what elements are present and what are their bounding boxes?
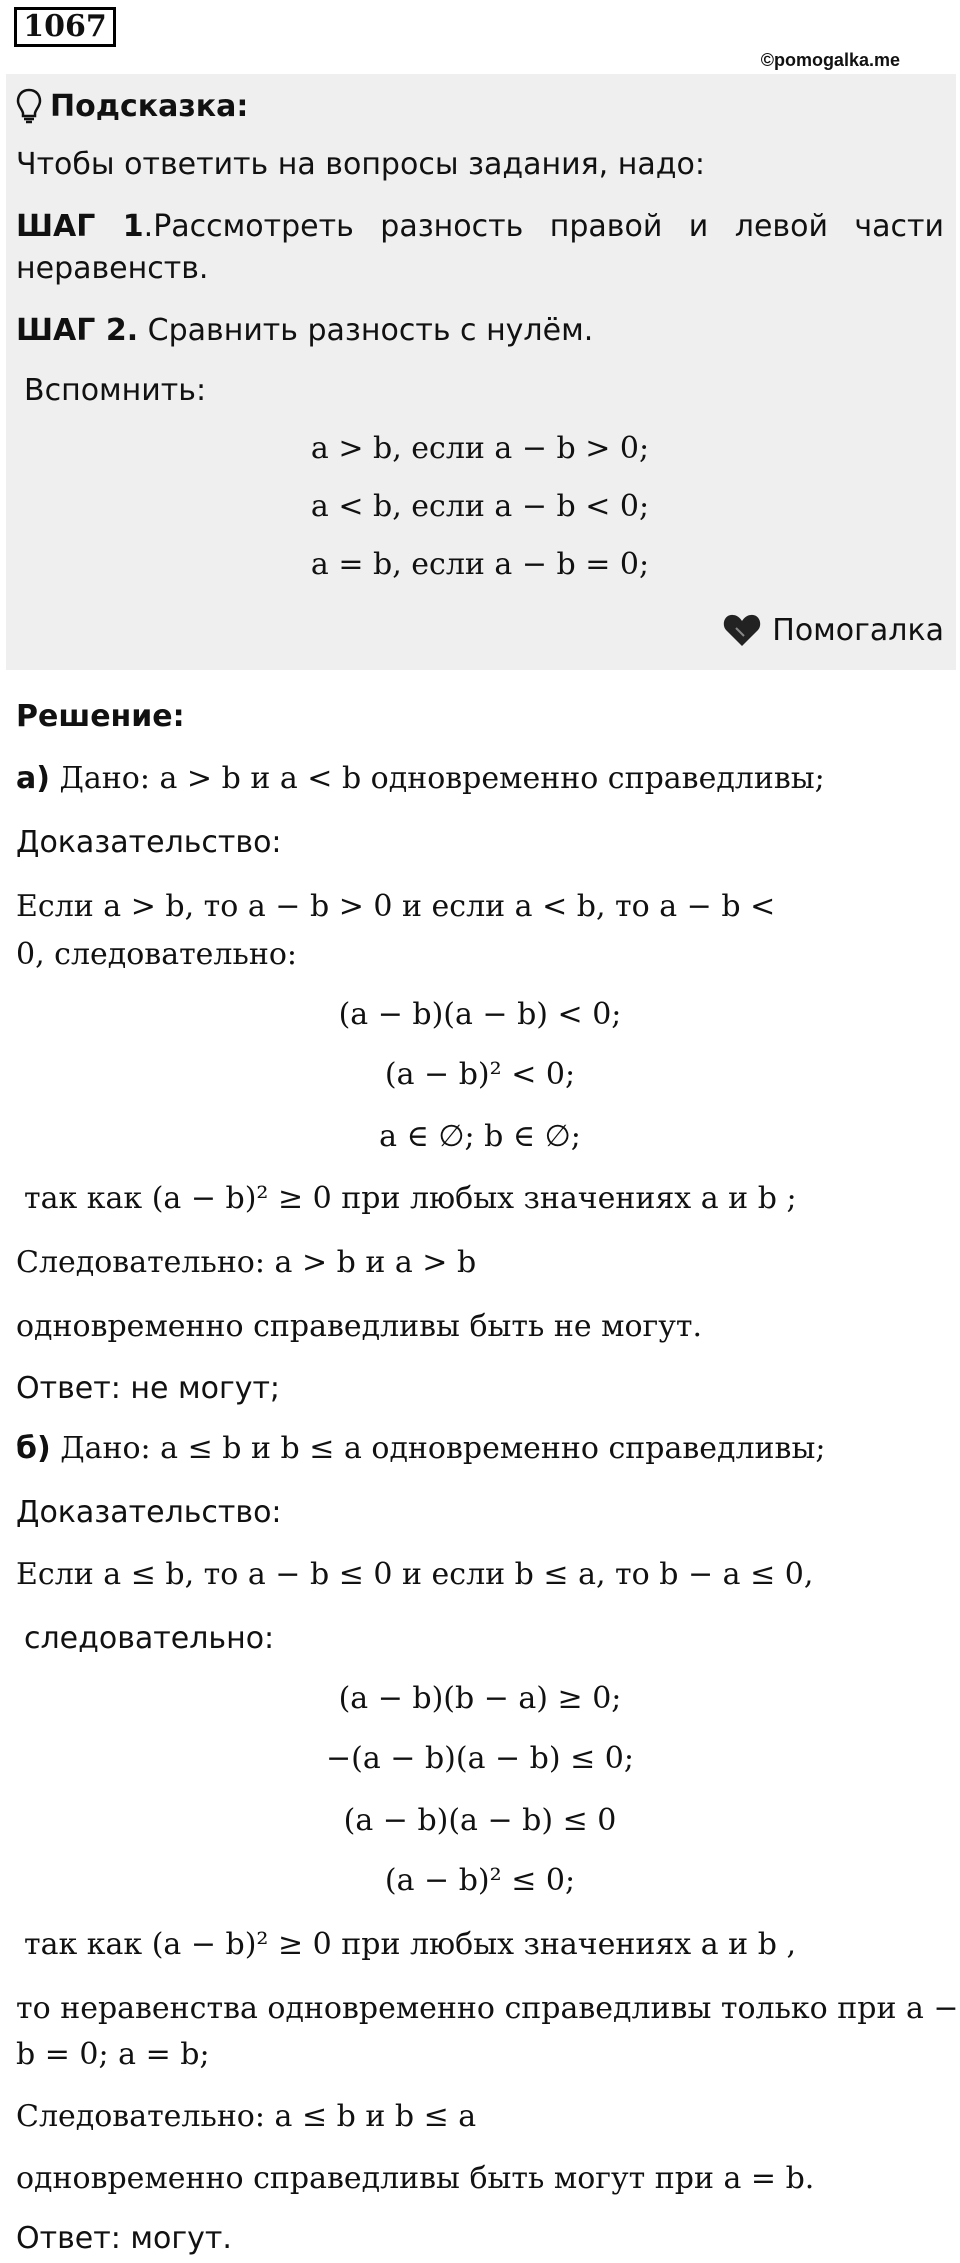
rule-greater: a > b, если a − b > 0;	[310, 431, 650, 466]
hint-step1-line2: неравенств.	[16, 251, 209, 286]
part-a-given-text: Дано: a > b и a < b одновременно справедливы;	[49, 761, 825, 796]
part-b-answer: Ответ: могут.	[16, 2221, 232, 2256]
part-a-conclusion2: одновременно справедливы быть не могут.	[16, 1309, 703, 1344]
part-a-label: а)	[16, 761, 50, 796]
brand	[722, 612, 944, 648]
part-a-answer: Ответ: не могут;	[16, 1371, 281, 1406]
step2-text: Сравнить разность с нулём.	[138, 313, 594, 348]
task-number: 1067	[14, 7, 116, 47]
part-b-eq2: −(a − b)(a − b) ≤ 0;	[326, 1741, 634, 1776]
rule-less: a < b, если a − b < 0;	[310, 489, 650, 524]
lightbulb-icon	[16, 88, 42, 124]
step1-text: .Рассмотреть разность правой и левой части	[143, 209, 945, 244]
hint-intro: Чтобы ответить на вопросы задания, надо:	[16, 147, 705, 182]
part-a-eq2: (a − b)² < 0;	[384, 1057, 576, 1092]
solution-title	[16, 700, 185, 733]
part-a-eq3: a ∈ ∅; b ∈ ∅;	[379, 1119, 581, 1154]
brand-label: Помогалка	[772, 612, 944, 648]
hint-step2	[16, 314, 593, 347]
solution-title-text: Решение:	[16, 699, 185, 734]
hint-step1	[16, 210, 944, 243]
part-b-label: б)	[16, 1431, 51, 1466]
part-a-line2: 0, следовательно:	[16, 937, 297, 972]
part-a-proof: Доказательство:	[16, 825, 282, 860]
watermark: ©pomogalka.me	[760, 50, 900, 70]
hint-remember: Вспомнить:	[24, 373, 207, 408]
part-b-since: так как (a − b)² ≥ 0 при любых значениях a и b ,	[24, 1927, 796, 1962]
part-b-then1: то неравенства одновременно справедливы только при a −	[16, 1991, 959, 2026]
part-a-conclusion1: Следовательно: a > b и a > b	[16, 1245, 477, 1280]
hint-title-text: Подсказка:	[50, 88, 249, 124]
part-b-line2: следовательно:	[24, 1621, 275, 1656]
part-a-given	[16, 762, 825, 795]
part-a-since: так как (a − b)² ≥ 0 при любых значениях a и b ;	[24, 1181, 797, 1216]
heart-icon	[722, 612, 762, 648]
part-b-conclusion1: Следовательно: a ≤ b и b ≤ a	[16, 2099, 477, 2134]
part-b-conclusion2: одновременно справедливы быть могут при a = b.	[16, 2161, 815, 2196]
part-b-eq1: (a − b)(b − a) ≥ 0;	[338, 1681, 622, 1716]
part-a-line1: Если a > b, то a − b > 0 и если a < b, то a − b <	[16, 889, 776, 924]
part-b-then2: b = 0; a = b;	[16, 2037, 210, 2072]
part-b-eq3: (a − b)(a − b) ≤ 0	[343, 1803, 617, 1838]
step1-label: ШАГ 1	[16, 209, 144, 244]
part-b-given-text: Дано: a ≤ b и b ≤ a одновременно справедливы;	[50, 1431, 826, 1466]
part-a-eq1: (a − b)(a − b) < 0;	[338, 997, 622, 1032]
step2-label: ШАГ 2.	[16, 313, 139, 348]
hint-title	[16, 88, 248, 124]
part-b-eq4: (a − b)² ≤ 0;	[384, 1863, 576, 1898]
rule-equal: a = b, если a − b = 0;	[310, 547, 650, 582]
part-b-proof: Доказательство:	[16, 1495, 282, 1530]
part-b-line1: Если a ≤ b, то a − b ≤ 0 и если b ≤ a, то b − a ≤ 0,	[16, 1557, 814, 1592]
part-b-given	[16, 1432, 825, 1465]
